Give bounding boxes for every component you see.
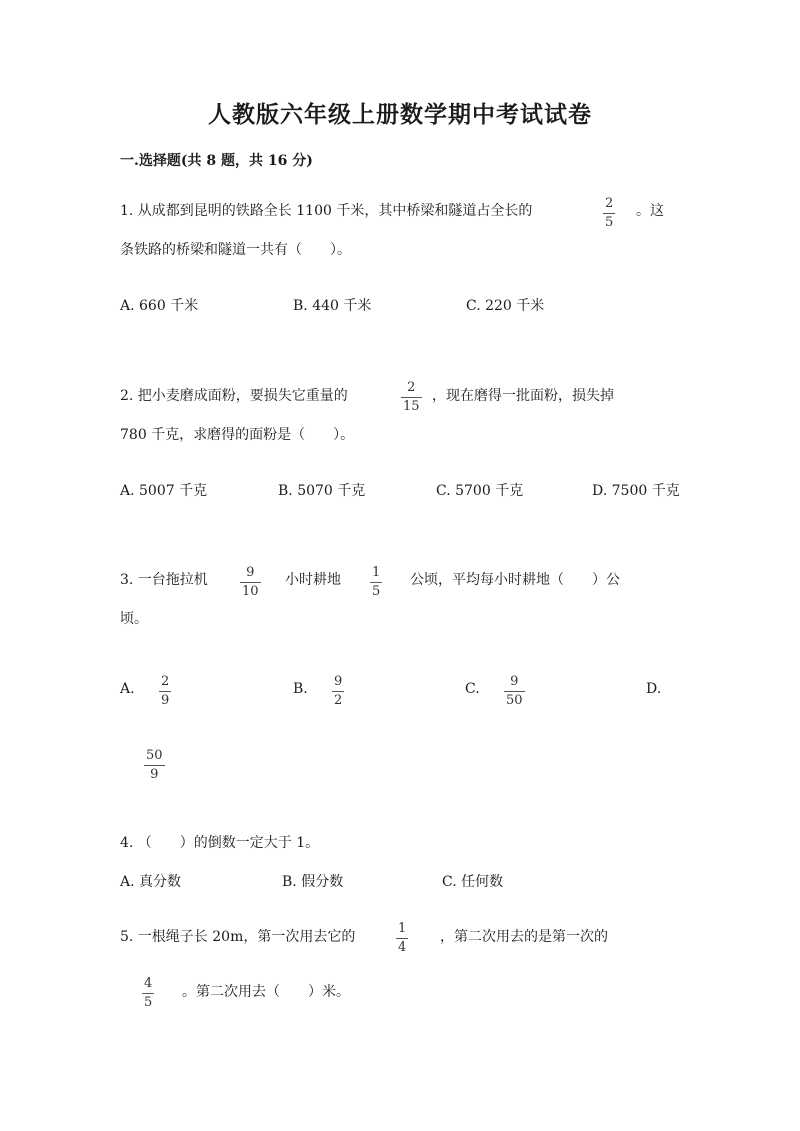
q4-text: 4. （ ）的倒数一定大于 1。: [120, 835, 320, 851]
q3-option-c-fraction[interactable]: [504, 674, 525, 708]
q3-option-a-fraction[interactable]: [159, 674, 171, 708]
fraction-denominator: 9: [161, 693, 170, 708]
q2-text-end: ，现在磨得一批面粉，损失掉: [432, 388, 614, 404]
q4-option-b[interactable]: B. 假分数: [282, 874, 344, 890]
fraction-numerator: 1: [372, 565, 381, 580]
fraction-denominator: 2: [334, 693, 343, 708]
fraction-numerator: 2: [407, 380, 416, 395]
q2-option-d[interactable]: D. 7500 千克: [592, 483, 680, 499]
fraction-denominator: 5: [372, 584, 381, 599]
q1-text-end: 。这: [636, 203, 664, 219]
fraction-numerator: 9: [246, 565, 255, 580]
q1-fraction: [603, 196, 615, 230]
page-title: 人教版六年级上册数学期中考试试卷: [208, 101, 592, 128]
fraction-numerator: 9: [510, 674, 519, 689]
q3-option-b-fraction[interactable]: [332, 674, 344, 708]
q5-text: 5. 一根绳子长 20m，第一次用去它的: [120, 929, 356, 945]
fraction-denominator: 15: [403, 399, 420, 414]
fraction-numerator: 50: [146, 748, 163, 763]
fraction-bar: [504, 691, 525, 692]
q2-option-a[interactable]: A. 5007 千克: [120, 483, 208, 499]
q5-text-mid: ，第二次用去的是第一次的: [440, 929, 608, 945]
fraction-denominator: 10: [242, 584, 259, 599]
fraction-numerator: 2: [605, 196, 614, 211]
q3-text-end: 公顷，平均每小时耕地（ ）公: [410, 572, 620, 588]
fraction-numerator: 9: [334, 674, 343, 689]
q3-text-mid: 小时耕地: [285, 572, 341, 588]
q2-text-line2: 780 千克，求磨得的面粉是（ ）。: [120, 427, 355, 443]
fraction-bar: [240, 582, 261, 583]
fraction-numerator: 2: [161, 674, 170, 689]
q3-fraction-1: [240, 565, 261, 599]
fraction-numerator: 1: [398, 921, 407, 936]
q1-option-b[interactable]: B. 440 千米: [293, 298, 372, 314]
fraction-bar: [332, 691, 344, 692]
section-heading: 一.选择题(共 8 题，共 16 分): [120, 153, 313, 169]
fraction-bar: [142, 993, 154, 994]
fraction-denominator: 4: [398, 940, 407, 955]
q3-option-b-label[interactable]: B.: [293, 681, 308, 697]
q1-option-a[interactable]: A. 660 千米: [120, 298, 199, 314]
fraction-bar: [144, 765, 165, 766]
fraction-denominator: 5: [605, 215, 614, 230]
q3-fraction-2: [370, 565, 382, 599]
fraction-numerator: 4: [144, 976, 153, 991]
q1-text: 1. 从成都到昆明的铁路全长 1100 千米，其中桥梁和隧道占全长的: [120, 203, 533, 219]
q1-option-c[interactable]: C. 220 千米: [466, 298, 545, 314]
q2-fraction: [401, 380, 422, 414]
q1-text-line2: 条铁路的桥梁和隧道一共有（ ）。: [120, 242, 351, 258]
q3-option-d-fraction[interactable]: [144, 748, 165, 782]
q5-fraction-1: [396, 921, 408, 955]
q2-option-c[interactable]: C. 5700 千克: [436, 483, 524, 499]
fraction-bar: [159, 691, 171, 692]
fraction-bar: [396, 938, 408, 939]
q4-option-c[interactable]: C. 任何数: [442, 874, 504, 890]
fraction-bar: [370, 582, 382, 583]
q5-fraction-2: [142, 976, 154, 1010]
fraction-bar: [603, 213, 615, 214]
q2-text: 2. 把小麦磨成面粉，要损失它重量的: [120, 388, 348, 404]
fraction-denominator: 9: [150, 767, 159, 782]
q3-text-line2: 顷。: [120, 611, 148, 627]
q2-option-b[interactable]: B. 5070 千克: [278, 483, 366, 499]
q3-option-c-label[interactable]: C.: [465, 681, 480, 697]
q3-option-d-label[interactable]: D.: [646, 681, 662, 697]
q3-text: 3. 一台拖拉机: [120, 572, 208, 588]
fraction-denominator: 50: [506, 693, 523, 708]
q3-option-a-label[interactable]: A.: [120, 681, 135, 697]
q5-text-end: 。第二次用去（ ）米。: [182, 984, 350, 1000]
fraction-bar: [401, 397, 422, 398]
q4-option-a[interactable]: A. 真分数: [120, 874, 182, 890]
fraction-denominator: 5: [144, 995, 153, 1010]
